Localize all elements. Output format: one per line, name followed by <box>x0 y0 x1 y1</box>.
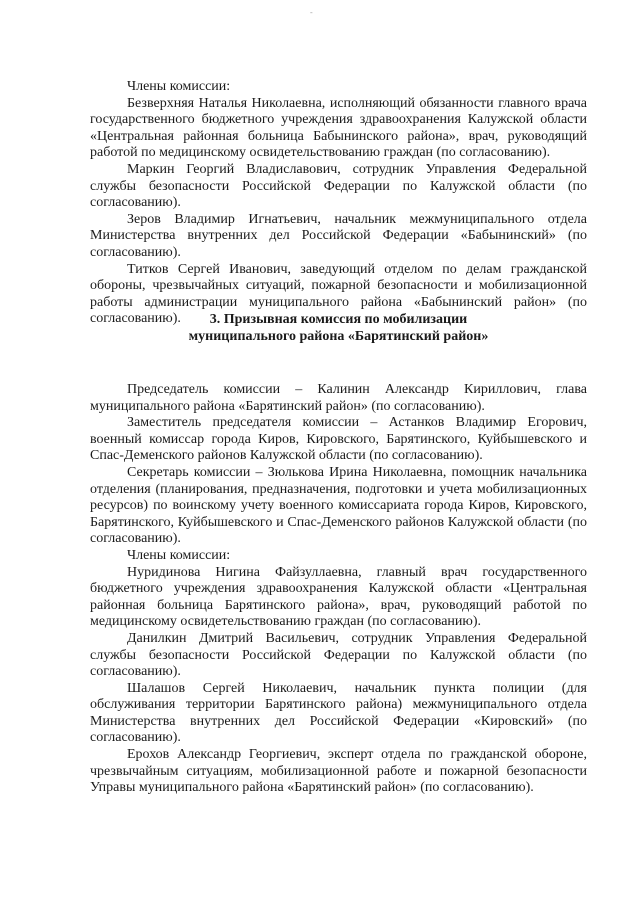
section-1-members <box>90 79 587 328</box>
member-entry: Нуридинова Нигина Файзуллаевна, главный врач государственного бюджетного учреждения здравоохранения Калужской области «Центральная районная больница Барятинского района», врач, руководящий работой по медицинскому освидетельствованию граждан (по согласованию). <box>90 564 587 630</box>
members-label: Члены комиссии: <box>127 547 231 563</box>
member-entry: Данилкин Дмитрий Васильевич, сотрудник Управления Федеральной службы безопасности Российской Федерации по Калужской области (по согласованию). <box>90 630 587 680</box>
members-label: Члены комиссии: <box>127 79 231 94</box>
secretary-entry: Секретарь комиссии – Зюлькова Ирина Николаевна, помощник начальника отделения (планирования, предназначения, подготовки и учета мобилизационных ресурсов) по воинскому учету военного комиссариата города Киров, Кировского, Барятинского, Куйбышевского и Спас-Деменского районов Калужской области (по согласованию). <box>90 464 587 547</box>
member-entry: Ерохов Александр Георгиевич, эксперт отдела по гражданской обороне, чрезвычайным ситуациям, мобилизационной работе и пожарной безопасности Управы муниципального района «Барятинский район» (по согласованию). <box>90 747 587 796</box>
section-heading-line-1: 3. Призывная комиссия по мобилизации <box>209 312 468 327</box>
member-entry: Маркин Георгий Владиславович, сотрудник Управления Федеральной службы безопасности Российской Федерации по Калужской области (по согласованию). <box>90 161 587 211</box>
member-entry: Шалашов Сергей Николаевич, начальник пункта полиции (для обслуживания территории Барятинского района) межмуниципального отдела Министерства внутренних дел Российской Федерации «Кировский» (по согласованию). <box>90 680 587 746</box>
member-entry: Зеров Владимир Игнатьевич, начальник межмуниципального отдела Министерства внутренних дел Российской Федерации «Бабынинский» (по согласованию). <box>90 211 587 260</box>
page-mark: - <box>310 8 313 17</box>
section-2-body <box>90 382 587 797</box>
chairman-entry: Председатель комиссии – Калинин Александр Кириллович, глава муниципального района «Барятинский район» (по согласованию). <box>90 382 587 414</box>
member-entry: Безверхняя Наталья Николаевна, исполняющий обязанности главного врача государственного бюджетного учреждения здравоохранения Калужской области «Центральная районная больница Бабынинского района», врач, руководящий работой по медицинскому освидетельствованию граждан (по согласованию). <box>90 95 587 161</box>
section-heading <box>90 312 587 345</box>
deputy-entry: Заместитель председателя комиссии – Астанков Владимир Егорович, военный комиссар города Киров, Кировского, Барятинского, Куйбышевского и Спас-Деменского районов Калужской области (по согласованию). <box>90 415 587 464</box>
member-entry: Титков Сергей Иванович, заведующий отделом по делам гражданской обороны, чрезвычайных ситуаций, пожарной безопасности и мобилизационной работы администрации муниципального района «Бабынинский район» (по согласованию). <box>90 261 587 327</box>
section-heading-line-2: муниципального района «Барятинский район» <box>188 328 489 344</box>
